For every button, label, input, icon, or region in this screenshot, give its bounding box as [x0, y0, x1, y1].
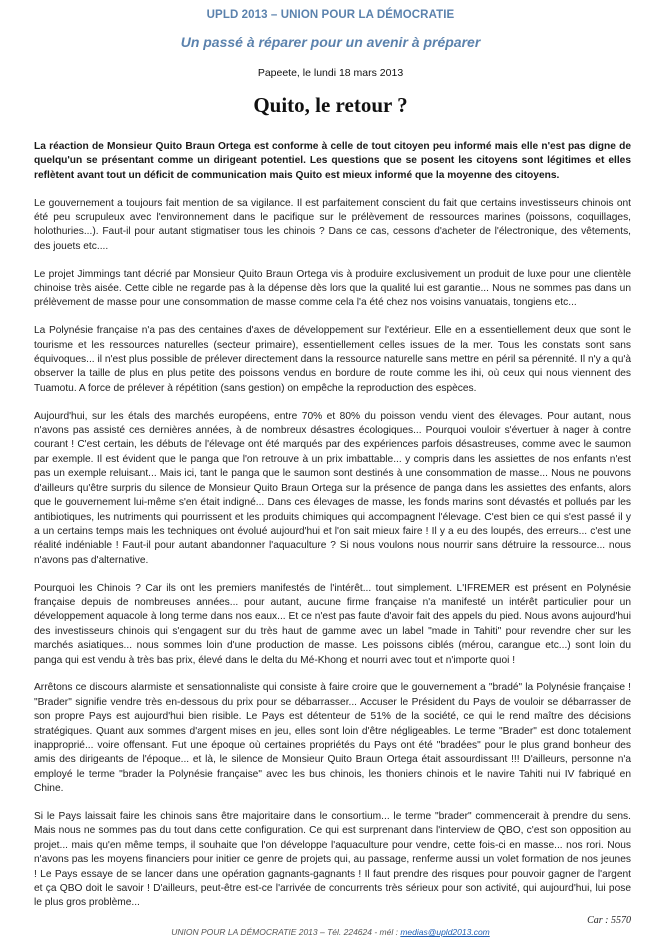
paragraph: La Polynésie française n'a pas des centaines d'axes de développement sur l'extérieur. Elle en a essentiellement deux que sont le tourisme et les ressources naturelles (secteur primaire), essentiellement celles issues de la mer. Tous les constats sont sans équivoques... il n'est plus possible de prélever directement dans la ressource naturelle sans mettre en péril sa pérennité. Il n'y a qu'à observer la taille de plus en plus petite des poissons vendus en bordure de route comme les ihi, où ceux qui nous viennent des Tuamotu. A force de prélever à répétition (sans gestion) on empêche la reproduction des espèces.: [34, 325, 631, 394]
email-link[interactable]: medias@upld2013.com: [400, 927, 490, 937]
article-title: Quito, le retour ?: [253, 93, 408, 117]
footer: [0, 927, 661, 937]
organization-header: UPLD 2013 – UNION POUR LA DÉMOCRATIE: [206, 9, 455, 21]
paragraph: Aujourd'hui, sur les étals des marchés européens, entre 70% et 80% du poisson vendu vient des élevages. Pour autant, nous n'avons pas assisté ces dernières années, à de nombreux désastres écologiques... Pourquoi vouloir s'évertuer à nager à contre courant ! C'est certain, les débuts de l'élevage ont été marqués par des expériences parfois désastreuses, comme avec le saumon par exemple. Il est évident que le panga que l'on retrouve à un prix imbattable... y compris dans les assiettes de nos enfants n'est pas un exemple reluisant... Mais ici, tant le panga que le saumon sont destinés à une consommation de masse... Nous ne pouvons d'ailleurs qu'être surpris du silence de Monsieur Quito Braun Ortega sur la présence de panga dans les assiettes des enfants, alors que le gouvernement lui-même s'en était indigné... Dans ces élevages de masse, les fonds marins sont dévastés et pollués par les antibiotiques, les nutriments qui pourrissent et les produits chimiques qui accompagnent l'élevage. C'est bien ce qui s'est passé il y a un certains temps mais les techniques ont évolué aujourd'hui et l'on sait mieux faire ! Il y a eu des loupés, des erreurs... c'est une réalité indéniable ! Faut-il pour autant abandonner l'aquaculture ? Si nous voulons nous nourrir sans détruire la ressource... nous n'avons pas d'alternative.: [34, 410, 631, 566]
paragraph: Le gouvernement a toujours fait mention de sa vigilance. Il est parfaitement conscient du fait que certains investisseurs chinois ont été peu scrupuleux avec l'environnement dans le pacifique sur le prélèvement de ressources marines (poissons, coquillages, holothuries...). Faut-il pour autant stigmatiser tous les chinois ? Dans ce cas, cessons d'acheter de l'électronique, des vêtements, des jouets etc....: [34, 197, 631, 252]
footer-text: UNION POUR LA DÉMOCRATIE 2013 – Tél. 224624 - mél :: [171, 927, 401, 937]
lead-paragraph: La réaction de Monsieur Quito Braun Ortega est conforme à celle de tout citoyen peu informé mais elle n'est pas digne de quelqu'un se présentant comme un dirigeant potentiel. Les questions que se posent les citoyens sont légitimes et elles reflètent avant tout un déficit de communication mais Quito est mieux informé que la moyenne des citoyens.: [34, 141, 631, 181]
character-count: Car : 5570: [587, 915, 631, 927]
article-body: [34, 140, 631, 929]
paragraph: Arrêtons ce discours alarmiste et sensationnaliste qui consiste à faire croire que le gouvernement a "bradé" la Polynésie française ! "Brader" signifie vendre très en-dessous du prix pour se débarrasser... Accuser le Président du Pays de vouloir se débarrasser de son propre Pays est aujourd'hui bien risible. Le Pays est détenteur de 51% de la société, ce qui le rend maître des décisions stratégiques. Quant aux sommes d'argent mises en jeu, elles sont loin d'être négligeables. Le terme "Brader" est donc totalement inapproprié... voire offensant. Fut une époque où certaines propriétés du Pays ont été "bradées" pour le plus grand bonheur des amis des dirigeants de l'époque... et là, le silence de Monsieur Quito Braun Ortega était assourdissant !!! D'ailleurs, personne n'a employé le terme "brader la Polynésie française" avec les bus chinois, les thoniers chinois et le navire Tahiti nui IV fabriqué en Chine.: [34, 682, 631, 795]
paragraph: Pourquoi les Chinois ? Car ils ont les premiers manifestés de l'intérêt... tout simplement. L'IFREMER est présent en Polynésie française depuis de nombreuses années... pour autant, aucune firme française n'a manifesté un intérêt particulier pour un développement aquacole à long terme dans nos eaux... Et ce n'est pas faute d'avoir fait des appels du pied. Nous avons aujourd'hui des investisseurs chinois qui s'engagent sur du très haut de gamme avec un label "made in Tahiti" pour revendre cher sur les marchés asiatiques... nous sommes loin d'une production de masse. Les poissons ciblés (mérou, carangue etc...) sont loin du panga qui est vendu à très bas prix, élevé dans le delta du Mé-Khong et nourri avec tout et n'importe quoi !: [34, 582, 631, 666]
dateline: Papeete, le lundi 18 mars 2013: [257, 67, 404, 79]
paragraph: Si le Pays laissait faire les chinois sans être majoritaire dans le consortium... le terme "brader" commencerait à prendre du sens. Mais nous ne sommes pas du tout dans cette configuration. Ce qui est surprenant dans l'interview de QBO, c'est son opposition au projet... mais qu'en même temps, il souhaite que l'on développe l'aquaculture pour vendre, cette fois-ci en masse... nos rori. Nous n'avons pas les moyens financiers pour initier ce genre de projets qui, au passage, renferme aussi un volet formation de nos jeunes ! Le Pays essaye de se lancer dans une opération gagnants-gagnants ! Il faut prendre des risques pour pouvoir gagner de l'argent et ça QBO doit le savoir ! D'ailleurs, peut-être est-ce l'arrivée de concurrents très sérieux pour son activité, qui aujourd'hui, lui pose le plus gros problème...: [34, 810, 631, 909]
paragraph: Le projet Jimmings tant décrié par Monsieur Quito Braun Ortega vis à produire exclusivement un produit de luxe pour une clientèle chinoise très aisée. Cette cible ne regarde pas à la dépense dès lors que la qualité lui est garantie... Nous ne sommes pas dans un prélèvement de masse pour une consommation de masse comme cela l'a été chez nos voisins vanuatais, tongiens etc...: [34, 268, 631, 309]
slogan: Un passé à réparer pour un avenir à préparer: [180, 34, 481, 50]
